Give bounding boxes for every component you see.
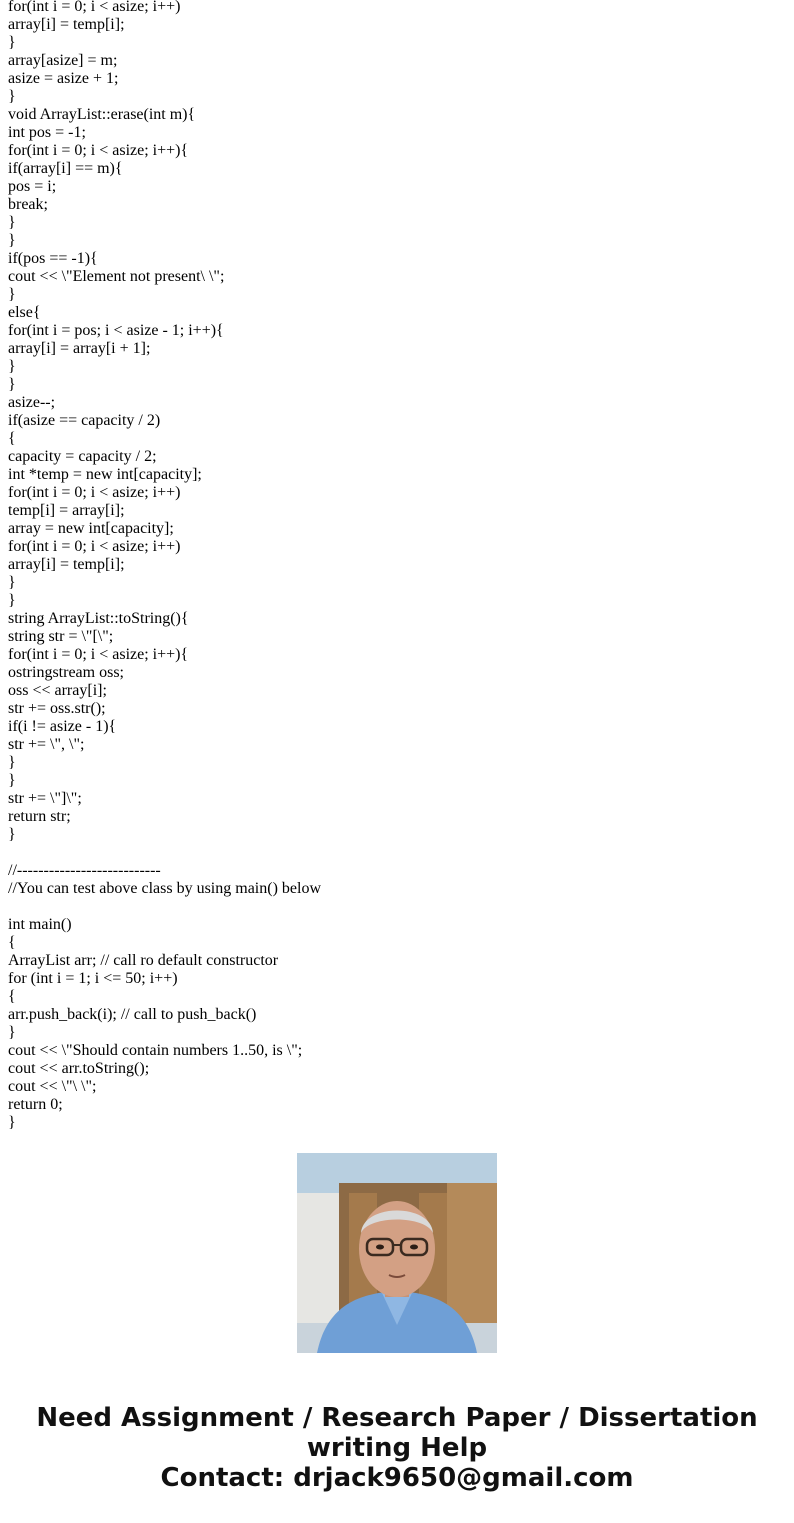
code-line: cout << \"Should contain numbers 1..50, is \"; xyxy=(8,1042,303,1059)
code-line: } xyxy=(8,592,16,609)
code-line: cout << arr.toString(); xyxy=(8,1060,150,1077)
code-line: asize--; xyxy=(8,394,56,411)
code-line: for(int i = 0; i < asize; i++){ xyxy=(8,646,189,663)
author-photo xyxy=(297,1153,497,1353)
code-line: string ArrayList::toString(){ xyxy=(8,610,189,627)
code-line: int pos = -1; xyxy=(8,124,86,141)
code-line: ostringstream oss; xyxy=(8,664,124,681)
code-line: { xyxy=(8,988,16,1005)
code-line: str += oss.str(); xyxy=(8,700,106,717)
author-avatar xyxy=(297,1153,497,1353)
code-line: array[i] = array[i + 1]; xyxy=(8,340,151,357)
code-line: int main() xyxy=(8,916,72,933)
code-line: } xyxy=(8,88,16,105)
code-line: for(int i = 0; i < asize; i++) xyxy=(8,484,181,501)
code-line: cout << \"\ \"; xyxy=(8,1078,97,1095)
code-line: array[i] = temp[i]; xyxy=(8,16,125,33)
code-line: else{ xyxy=(8,304,41,321)
code-line: return str; xyxy=(8,808,71,825)
code-line: return 0; xyxy=(8,1096,63,1113)
code-line: for(int i = pos; i < asize - 1; i++){ xyxy=(8,322,224,339)
promo-contact: Contact: drjack9650@gmail.com xyxy=(160,1463,634,1493)
code-line: cout << \"Element not present\ \"; xyxy=(8,268,225,285)
code-line: temp[i] = array[i]; xyxy=(8,502,125,519)
code-line xyxy=(8,844,768,862)
code-line: pos = i; xyxy=(8,178,57,195)
code-line: if(array[i] == m){ xyxy=(8,160,123,177)
code-line: arr.push_back(i); // call to push_back() xyxy=(8,1006,257,1023)
code-line: } xyxy=(8,34,16,51)
code-line: str += \"]\"; xyxy=(8,790,82,807)
code-line: if(pos == -1){ xyxy=(8,250,98,267)
code-line: string str = \"[\"; xyxy=(8,628,114,645)
promo-banner xyxy=(0,1403,794,1493)
code-line: if(asize == capacity / 2) xyxy=(8,412,161,429)
code-line: void ArrayList::erase(int m){ xyxy=(8,106,196,123)
code-line: } xyxy=(8,1024,16,1041)
code-line: } xyxy=(8,232,16,249)
code-line: break; xyxy=(8,196,48,213)
code-line: asize = asize + 1; xyxy=(8,70,119,87)
code-line: str += \", \"; xyxy=(8,736,85,753)
code-line: array[i] = temp[i]; xyxy=(8,556,125,573)
code-line: } xyxy=(8,754,16,771)
code-line: } xyxy=(8,214,16,231)
code-line: } xyxy=(8,574,16,591)
code-line: for(int i = 0; i < asize; i++){ xyxy=(8,142,189,159)
code-line: capacity = capacity / 2; xyxy=(8,448,157,465)
code-line: array[asize] = m; xyxy=(8,52,118,69)
code-line: { xyxy=(8,934,16,951)
code-line: int *temp = new int[capacity]; xyxy=(8,466,202,483)
code-line: if(i != asize - 1){ xyxy=(8,718,117,735)
code-line: ArrayList arr; // call ro default constructor xyxy=(8,952,279,969)
code-line: } xyxy=(8,286,16,303)
code-line: { xyxy=(8,430,16,447)
code-line: } xyxy=(8,358,16,375)
code-line: for (int i = 1; i <= 50; i++) xyxy=(8,970,178,987)
code-line xyxy=(8,898,768,916)
code-line: array = new int[capacity]; xyxy=(8,520,174,537)
code-line: for(int i = 0; i < asize; i++) xyxy=(8,538,181,555)
code-line: } xyxy=(8,772,16,789)
code-line: } xyxy=(8,1114,16,1131)
code-listing xyxy=(8,0,768,1131)
code-line: //You can test above class by using main() below xyxy=(8,880,321,897)
code-line: //--------------------------- xyxy=(8,862,161,879)
code-line: for(int i = 0; i < asize; i++) xyxy=(8,0,181,15)
promo-line-2: writing Help xyxy=(306,1433,488,1463)
code-line: } xyxy=(8,826,16,843)
promo-line-1: Need Assignment / Research Paper / Dissertation xyxy=(36,1403,758,1433)
code-line: oss << array[i]; xyxy=(8,682,107,699)
code-line: } xyxy=(8,376,16,393)
